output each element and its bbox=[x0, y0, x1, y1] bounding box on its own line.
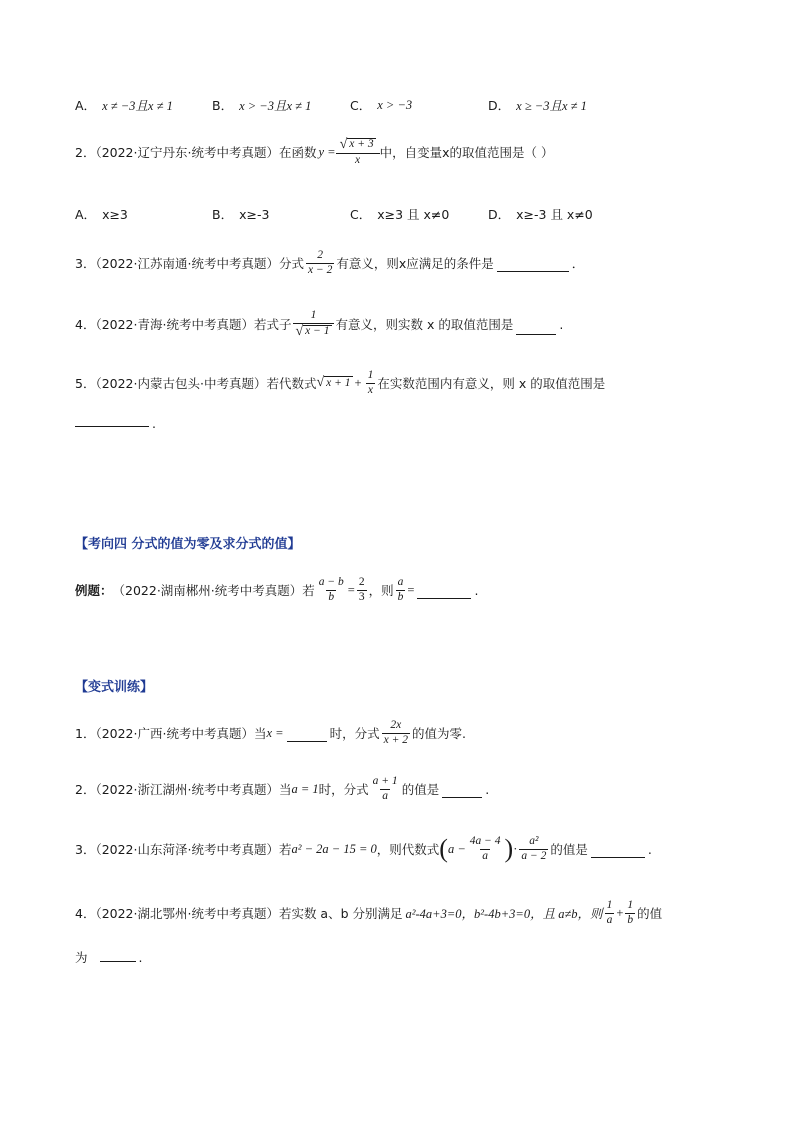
question-2 bbox=[75, 138, 554, 167]
q2-fraction bbox=[338, 138, 378, 167]
variant-question-3 bbox=[75, 836, 652, 862]
v3-end: . bbox=[647, 841, 652, 857]
v4-answer-blank[interactable] bbox=[100, 960, 136, 962]
q3-end: ． bbox=[571, 256, 585, 271]
v1-frac-den: x + 2 bbox=[383, 733, 408, 746]
v4-plus: + bbox=[616, 905, 624, 920]
v1-answer-blank[interactable] bbox=[287, 740, 327, 742]
q2-sqrt bbox=[338, 138, 378, 153]
left-paren-icon: ( bbox=[439, 834, 448, 863]
q2-option-b-text: x≥-3 bbox=[239, 206, 270, 222]
example-f1-den: b bbox=[328, 590, 335, 603]
q1-option-d-letter: D． bbox=[488, 98, 511, 113]
q5-suffix: 在实数范围内有意义，则 x 的取值范围是 bbox=[377, 376, 606, 391]
q2-prefix: 2．（2022·辽宁丹东·统考中考真题）在函数 bbox=[75, 145, 317, 161]
q4-answer-blank[interactable] bbox=[516, 333, 556, 335]
sqrt-icon: √ bbox=[295, 323, 304, 339]
example-f3-den: b bbox=[397, 590, 404, 603]
q1-option-b-letter: B． bbox=[212, 98, 234, 113]
variant-question-4-line2 bbox=[75, 948, 143, 966]
q4-fraction bbox=[293, 310, 333, 339]
v3-dot: · bbox=[513, 841, 518, 856]
example-answer-blank[interactable] bbox=[417, 597, 471, 599]
q1-option-a bbox=[75, 96, 173, 114]
q5-answer-blank[interactable] bbox=[75, 425, 149, 427]
v4-f2-num: 1 bbox=[627, 899, 634, 911]
q5-radicand: x + 1 bbox=[326, 377, 351, 389]
q2-option-a-letter: A． bbox=[75, 207, 97, 222]
v3-f-num: a² bbox=[529, 835, 539, 847]
question-3 bbox=[75, 250, 584, 276]
q1-option-d bbox=[488, 96, 587, 114]
v2-frac-num: a + 1 bbox=[372, 775, 398, 787]
q4-frac-num: 1 bbox=[310, 309, 317, 321]
q2-option-d bbox=[488, 205, 593, 223]
q1-option-c bbox=[350, 96, 412, 114]
question-4 bbox=[75, 310, 563, 339]
q2-option-b-letter: B． bbox=[212, 207, 234, 222]
q4-frac-den bbox=[293, 323, 333, 339]
example-mid: ，则 bbox=[368, 583, 394, 598]
q5-fraction bbox=[366, 370, 376, 396]
example-question bbox=[75, 577, 478, 603]
section-heading-variant: 【变式训练】 bbox=[75, 680, 154, 695]
q2-option-c bbox=[350, 205, 449, 223]
q5-sqrt bbox=[316, 376, 352, 390]
example-frac-3 bbox=[396, 577, 406, 603]
q2-y-eq: y = bbox=[318, 144, 336, 159]
q1-option-d-text: x ≥ −3且x ≠ 1 bbox=[516, 99, 587, 113]
q4-end: . bbox=[559, 316, 564, 332]
q4-radicand: x − 1 bbox=[305, 324, 330, 337]
q2-option-a-text: x≥3 bbox=[102, 206, 128, 222]
q2-option-d-letter: D． bbox=[488, 207, 511, 222]
q3-answer-blank[interactable] bbox=[497, 270, 569, 272]
example-f1-num: a − b bbox=[318, 576, 344, 588]
variant-question-2 bbox=[75, 776, 489, 802]
q4-suffix: 有意义，则实数 x 的取值范围是 bbox=[335, 317, 514, 333]
v3-inner-den: a bbox=[482, 849, 489, 862]
v4-frac-2 bbox=[625, 900, 635, 926]
v3-inner-fraction bbox=[468, 836, 503, 862]
question-5-line2 bbox=[75, 416, 156, 431]
v3-equation: a² − 2a − 15 = 0 bbox=[291, 841, 377, 856]
q1-option-b-text: x > −3且x ≠ 1 bbox=[239, 99, 312, 113]
v4-f1-den: a bbox=[606, 913, 613, 926]
example-frac-2 bbox=[357, 577, 367, 603]
q3-frac-den: x − 2 bbox=[307, 263, 333, 276]
v2-frac-den: a bbox=[382, 789, 389, 802]
q2-suffix: 中，自变量x的取值范围是（ ） bbox=[379, 145, 554, 161]
q1-option-b bbox=[212, 96, 311, 114]
v3-mid: ，则代数式 bbox=[376, 842, 440, 857]
v2-answer-blank[interactable] bbox=[442, 796, 482, 798]
v1-mid: 时，分式 bbox=[329, 726, 380, 741]
right-paren-icon: ) bbox=[504, 834, 514, 863]
q5-plus: + bbox=[354, 375, 362, 390]
example-f3-num: a bbox=[397, 576, 404, 588]
v2-suffix: 的值是 bbox=[401, 782, 440, 797]
v2-end: . bbox=[485, 781, 490, 797]
v4-suffix: 的值 bbox=[637, 906, 663, 921]
q2-option-a bbox=[75, 205, 128, 223]
question-5 bbox=[75, 370, 605, 396]
section-heading-4: 【考向四 分式的值为零及求分式的值】 bbox=[75, 537, 301, 552]
v3-a-minus: a − bbox=[447, 841, 466, 856]
q3-fraction bbox=[306, 250, 334, 276]
sqrt-icon: √ bbox=[339, 137, 348, 152]
example-f2-den: 3 bbox=[358, 590, 365, 603]
q2-option-c-letter: C． bbox=[350, 207, 372, 222]
v4-f2-den: b bbox=[627, 913, 634, 926]
q1-option-a-letter: A． bbox=[75, 98, 97, 113]
v1-fraction bbox=[382, 720, 410, 746]
v3-inner-num: 4a − 4 bbox=[469, 835, 501, 847]
q2-option-b bbox=[212, 205, 269, 223]
v1-prefix: 1．（2022·广西·统考中考真题）当 bbox=[75, 726, 267, 741]
q2-option-c-text: x≥3 且 x≠0 bbox=[377, 207, 450, 222]
q4-prefix: 4．（2022·青海·统考中考真题）若式子 bbox=[75, 317, 292, 333]
v3-f-den: a − 2 bbox=[521, 849, 547, 862]
q5-frac-den: x bbox=[367, 383, 374, 396]
q2-frac-den: x bbox=[336, 153, 380, 167]
v3-suffix: 的值是 bbox=[550, 842, 588, 857]
v3-prefix: 3．（2022·山东菏泽·统考中考真题）若 bbox=[75, 842, 292, 857]
q2-radicand: x + 3 bbox=[349, 138, 374, 150]
q5-end: . bbox=[152, 416, 156, 431]
example-prefix: （2022·湖南郴州·统考中考真题）若 bbox=[112, 583, 315, 598]
q1-option-c-letter: C． bbox=[350, 98, 372, 113]
v4-frac-1 bbox=[605, 900, 615, 926]
v3-fraction bbox=[519, 836, 548, 862]
q3-frac-num: 2 bbox=[317, 249, 324, 261]
v2-prefix: 2．（2022·浙江湖州·统考中考真题）当 bbox=[75, 782, 292, 797]
v4-prefix: 4．（2022·湖北鄂州·统考中考真题）若实数 a、b 分别满足 bbox=[75, 906, 403, 921]
example-frac-1 bbox=[317, 577, 346, 603]
q2-option-d-text: x≥-3 且 x≠0 bbox=[516, 207, 593, 222]
example-end: . bbox=[474, 582, 479, 598]
q1-option-a-text: x ≠ −3且x ≠ 1 bbox=[102, 99, 173, 113]
example-f2-num: 2 bbox=[358, 576, 365, 588]
variant-question-4 bbox=[75, 900, 662, 926]
q3-suffix: 有意义，则x应满足的条件是 bbox=[336, 256, 494, 271]
v4-equations: a²-4a+3=0，b²-4b+3=0，且 a≠b，则 bbox=[405, 907, 603, 921]
q1-option-c-text: x > −3 bbox=[377, 97, 413, 112]
v4-f1-num: 1 bbox=[606, 899, 613, 911]
v3-answer-blank[interactable] bbox=[591, 856, 645, 858]
v4-line2-prefix: 为 bbox=[75, 950, 88, 965]
q3-prefix: 3．（2022·江苏南通·统考中考真题）分式 bbox=[75, 256, 304, 271]
q5-prefix: 5．（2022·内蒙古包头·中考真题）若代数式 bbox=[75, 376, 317, 391]
sqrt-icon: √ bbox=[316, 375, 325, 390]
v2-cond: a = 1 bbox=[291, 781, 319, 796]
example-label: 例题： bbox=[75, 583, 113, 598]
variant-question-1 bbox=[75, 720, 466, 746]
v1-xeq: x = bbox=[266, 725, 284, 740]
example-eq2: = bbox=[407, 582, 415, 597]
v2-fraction bbox=[371, 776, 400, 802]
v1-suffix: 的值为零. bbox=[411, 726, 466, 741]
v1-frac-num: 2x bbox=[390, 719, 402, 731]
q5-frac-num: 1 bbox=[367, 369, 374, 381]
example-eq: = bbox=[347, 582, 355, 597]
v2-mid: 时，分式 bbox=[318, 782, 369, 797]
v4-end: . bbox=[138, 949, 143, 965]
